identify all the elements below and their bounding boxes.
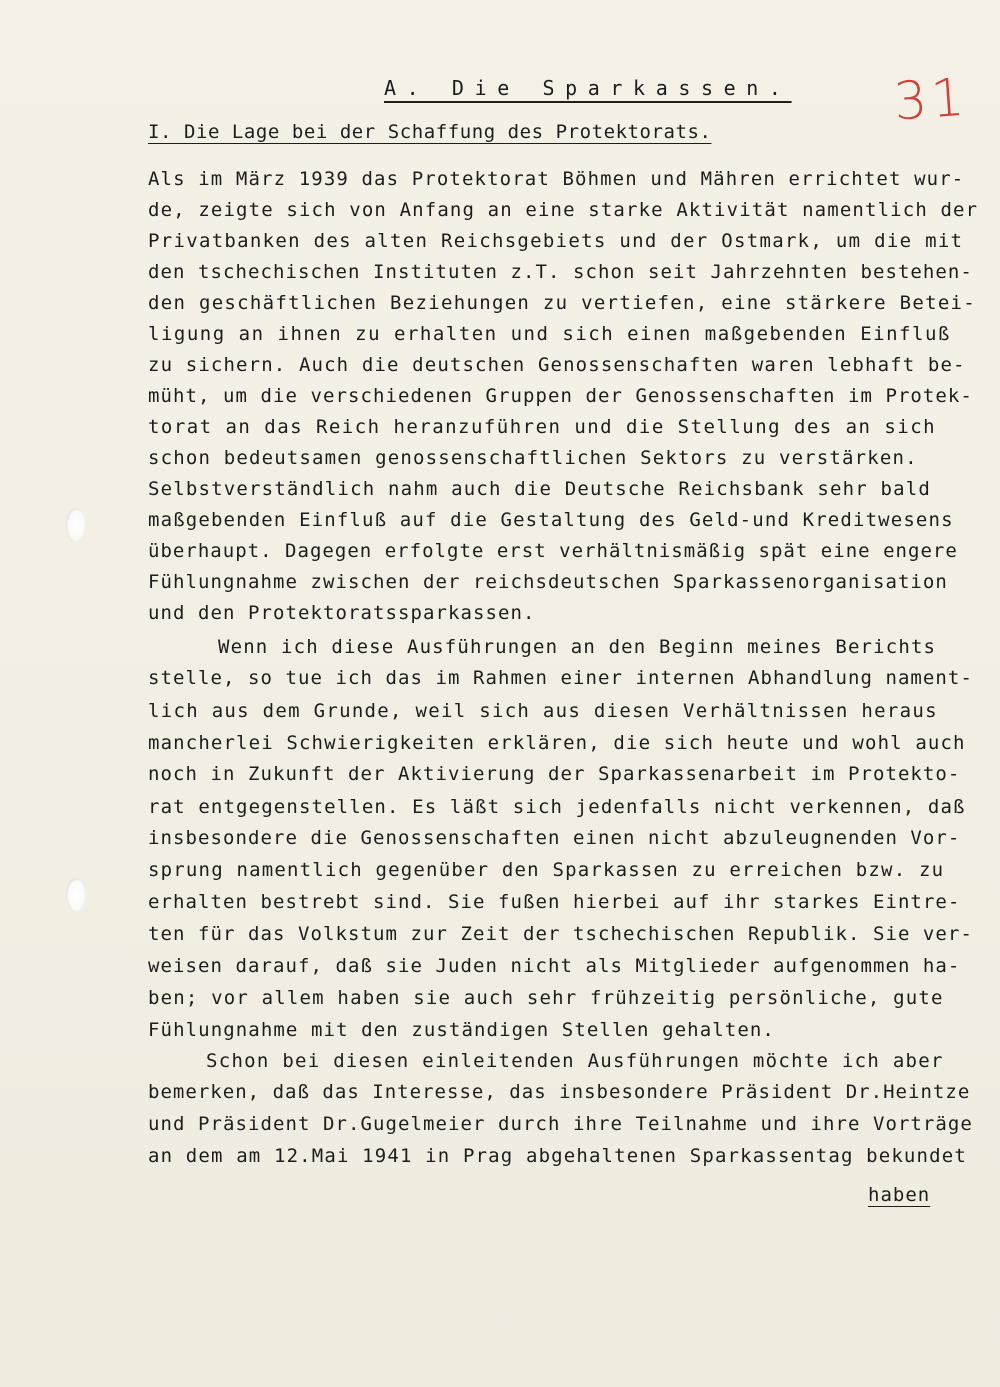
text-line: schon bedeutsamen genossenschaftlichen Sektors zu verstärken.	[148, 447, 918, 469]
text-line: noch in Zukunft der Aktivierung der Sparkassenarbeit im Protekto-	[148, 763, 961, 785]
text-line: stelle, so tue ich das im Rahmen einer internen Abhandlung nament-	[148, 667, 973, 689]
text-line: ten für das Volkstum zur Zeit der tschechischen Republik. Sie ver-	[148, 923, 973, 945]
text-line: lich aus dem Grunde, weil sich aus diesen Verhältnissen heraus	[148, 700, 938, 722]
text-line: den geschäftlichen Beziehungen zu vertiefen, eine stärkere Betei-	[148, 292, 977, 314]
text-line: Privatbanken des alten Reichsgebiets und der Ostmark, um die mit	[148, 230, 964, 252]
text-line: müht, um die verschiedenen Gruppen der Genossenschaften im Protek-	[148, 385, 973, 407]
punch-hole-top	[66, 508, 86, 542]
text-line: ben; vor allem haben sie auch sehr frühzeitig persönliche, gute	[148, 987, 944, 1009]
catchword: haben	[868, 1184, 931, 1206]
text-line: an dem am 12.Mai 1941 in Prag abgehaltenen Sparkassentag bekundet	[148, 1145, 967, 1167]
text-line: Fühlungnahme mit den zuständigen Stellen gehalten.	[148, 1019, 775, 1041]
text-line: rat entgegenstellen. Es läßt sich jedenfalls nicht verkennen, daß	[148, 796, 966, 818]
text-line: erhalten bestrebt sind. Sie fußen hierbei auf ihr starkes Eintre-	[148, 891, 961, 913]
text-line: bemerken, daß das Interesse, das insbesondere Präsident Dr.Heintze	[148, 1081, 971, 1103]
text-line: Schon bei diesen einleitenden Ausführungen möchte ich aber	[206, 1050, 944, 1072]
text-line: Selbstverständlich nahm auch die Deutsche Reichsbank sehr bald	[148, 478, 931, 500]
text-line: und Präsident Dr.Gugelmeier durch ihre Teilnahme und ihre Vorträge	[148, 1113, 973, 1135]
text-line: maßgebenden Einfluß auf die Gestaltung des Geld-und Kreditwesens	[148, 509, 954, 531]
text-line: sprung namentlich gegenüber den Sparkassen zu erreichen bzw. zu	[148, 859, 945, 881]
punch-hole-bottom	[66, 878, 86, 912]
text-line: und den Protektoratssparkassen.	[148, 602, 536, 624]
text-line: überhaupt. Dagegen erfolgte erst verhältnismäßig spät eine engere	[148, 540, 958, 562]
text-line: Fühlungnahme zwischen der reichsdeutschen Sparkassenorganisation	[148, 571, 948, 593]
text-line: ligung an ihnen zu erhalten und sich einen maßgebenden Einfluß	[148, 323, 951, 345]
text-line: Wenn ich diese Ausführungen an den Beginn meines Berichts	[218, 636, 937, 658]
text-line: torat an das Reich heranzuführen und die Stellung des an sich	[148, 416, 937, 438]
text-line: insbesondere die Genossenschaften einen nicht abzuleugnenden Vor-	[148, 827, 961, 849]
text-line: Als im März 1939 das Protektorat Böhmen und Mähren errichtet wur-	[148, 168, 965, 190]
text-line: mancherlei Schwierigkeiten erklären, die sich heute und wohl auch	[148, 732, 966, 754]
text-line: den tschechischen Instituten z.T. schon seit Jahrzehnten bestehen-	[148, 261, 973, 283]
handwritten-page-number: 31	[891, 67, 971, 133]
text-line: zu sichern. Auch die deutschen Genossenschaften waren lebhaft be-	[148, 354, 966, 376]
section-heading: A. Die Sparkassen.	[384, 76, 792, 100]
subsection-heading: I. Die Lage bei der Schaffung des Protektorats.	[148, 121, 712, 143]
text-line: weisen darauf, daß sie Juden nicht als Mitglieder aufgenommen ha-	[148, 955, 961, 977]
text-line: de, zeigte sich von Anfang an eine starke Aktivität namentlich der	[148, 199, 979, 221]
